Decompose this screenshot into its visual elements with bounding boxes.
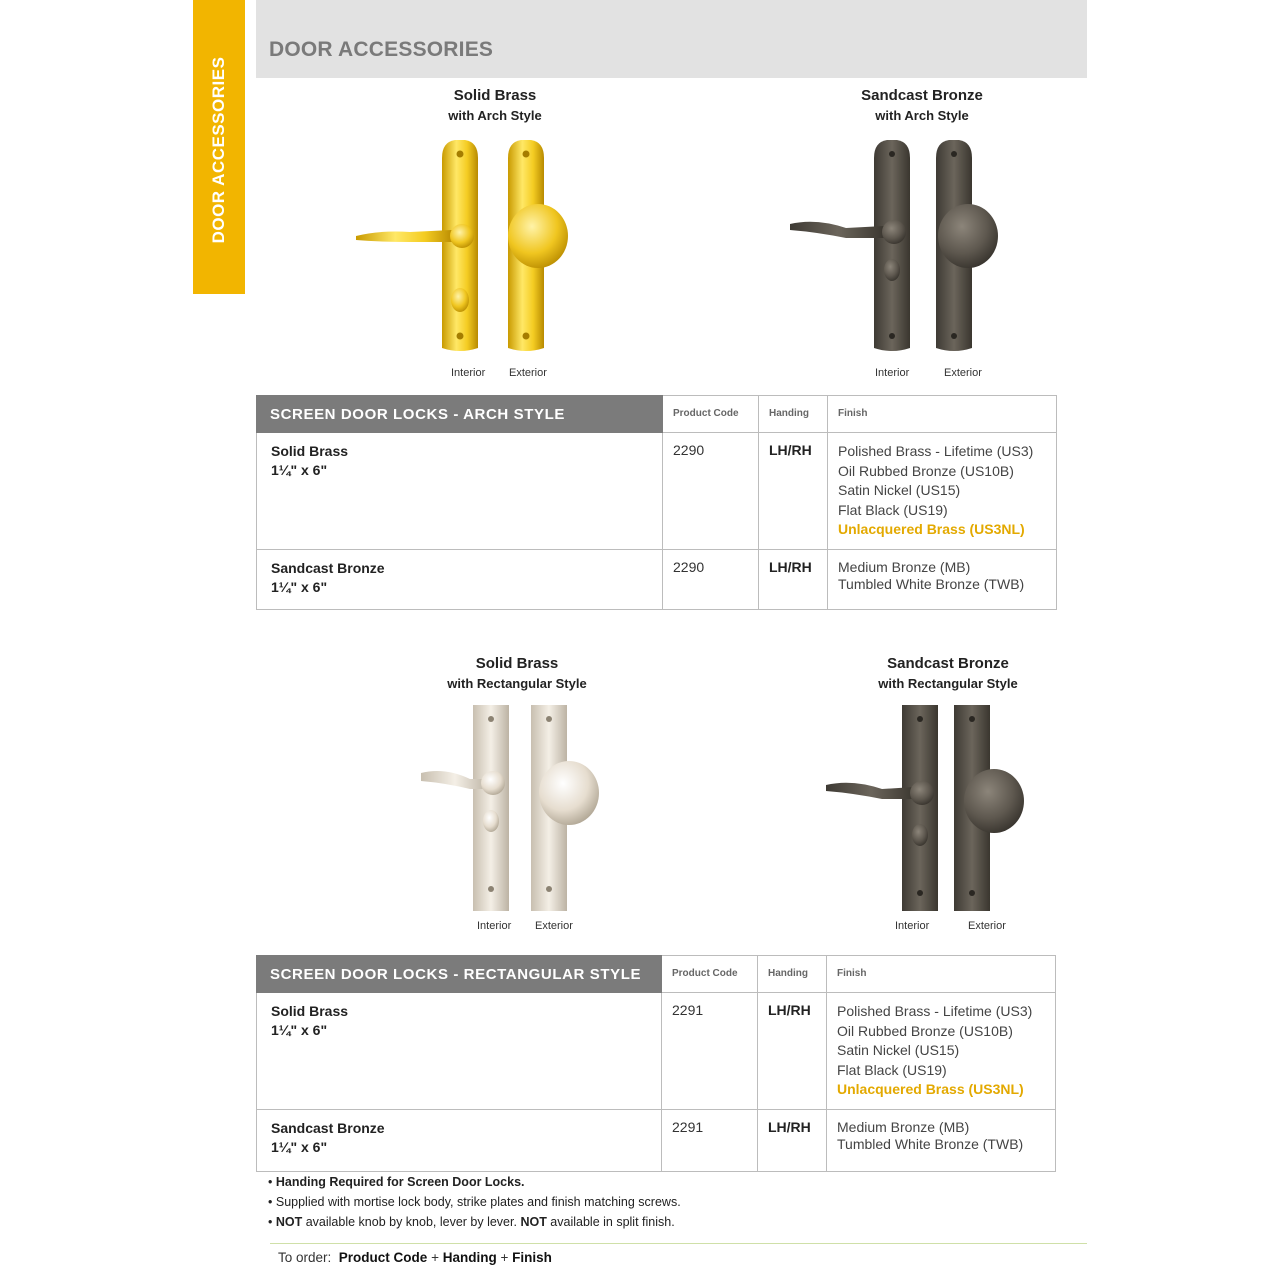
product-style: with Arch Style [875, 108, 969, 123]
product-name: Sandcast Bronze [887, 655, 1009, 672]
finish-option-highlight: Unlacquered Brass (US3NL) [837, 1081, 1024, 1097]
finish-option: Tumbled White Bronze (TWB) [837, 1135, 1024, 1152]
table-row [257, 433, 1057, 550]
exterior-label: Exterior [968, 920, 1006, 932]
note-not-available: • NOT available knob by knob, lever by lever. NOT available in split finish. [268, 1215, 675, 1229]
finish-option: Medium Bronze (MB) [838, 558, 971, 575]
table-title: SCREEN DOOR LOCKS - ARCH STYLE [257, 396, 663, 433]
table-title: SCREEN DOOR LOCKS - RECTANGULAR STYLE [257, 956, 662, 993]
product-name: Sandcast Bronze [861, 87, 983, 104]
finish-option: Tumbled White Bronze (TWB) [838, 575, 1025, 592]
interior-label: Interior [875, 367, 910, 379]
finish-option: Medium Bronze (MB) [837, 1118, 970, 1135]
product-code: 2291 [662, 1109, 758, 1171]
product-style: with Rectangular Style [447, 676, 587, 691]
col-handing: Handing [758, 956, 827, 993]
side-tab [193, 0, 245, 294]
item-name: Solid Brass [271, 1003, 349, 1019]
plus-sign: + [431, 1250, 439, 1265]
item-name: Sandcast Bronze [271, 559, 385, 576]
order-handing: Handing [442, 1250, 497, 1265]
col-finish: Finish [828, 396, 1057, 433]
interior-label: Interior [895, 920, 930, 932]
spec-table-rectangular [256, 955, 1056, 1172]
item-size: 1¼" x 6" [271, 578, 328, 595]
table-row [257, 993, 1056, 1110]
product-caption [395, 86, 595, 126]
order-code: Product Code [338, 1250, 428, 1265]
finish-option: Polished Brass - Lifetime (US3) [838, 443, 1034, 459]
product-style: with Arch Style [448, 108, 542, 123]
note-handing-required: • Handing Required for Screen Door Locks. [268, 1175, 525, 1189]
table-row [257, 549, 1057, 609]
lock-arch-brass-image [350, 136, 590, 356]
finish-option-highlight: Unlacquered Brass (US3NL) [838, 521, 1025, 537]
col-product-code: Product Code [662, 956, 758, 993]
footer-divider [270, 1243, 1087, 1244]
product-caption [822, 86, 1022, 126]
finish-option: Flat Black (US19) [837, 1061, 947, 1078]
exterior-label: Exterior [535, 920, 573, 932]
page-header [256, 0, 1087, 78]
col-handing: Handing [759, 396, 828, 433]
finish-option: Satin Nickel (US15) [837, 1042, 960, 1058]
item-size: 1¼" x 6" [271, 462, 328, 478]
handing: LH/RH [758, 1109, 827, 1171]
handing: LH/RH [758, 993, 827, 1110]
col-finish: Finish [827, 956, 1056, 993]
side-tab-label: DOOR ACCESSORIES [209, 56, 228, 244]
product-style: with Rectangular Style [878, 676, 1018, 691]
item-name: Solid Brass [271, 443, 349, 459]
item-size: 1¼" x 6" [271, 1022, 328, 1038]
table-row [257, 1109, 1056, 1171]
finish-option: Polished Brass - Lifetime (US3) [837, 1003, 1033, 1019]
order-instructions [278, 1250, 552, 1265]
product-code: 2290 [663, 433, 759, 550]
order-finish: Finish [512, 1250, 552, 1265]
plus-sign: + [500, 1250, 509, 1265]
spec-table-arch [256, 395, 1057, 610]
interior-label: Interior [451, 367, 486, 379]
page-title: DOOR ACCESSORIES [269, 38, 494, 61]
item-size: 1¼" x 6" [271, 1138, 328, 1155]
notes [268, 1172, 681, 1232]
finish-option: Satin Nickel (US15) [838, 482, 961, 498]
note-supplied: • Supplied with mortise lock body, strike plates and finish matching screws. [268, 1195, 681, 1209]
product-caption [417, 654, 617, 694]
product-name: Solid Brass [453, 87, 537, 104]
handing: LH/RH [759, 549, 828, 609]
product-code: 2291 [662, 993, 758, 1110]
finish-option: Oil Rubbed Bronze (US10B) [838, 462, 1014, 479]
order-prefix: To order: [278, 1250, 332, 1265]
product-name: Solid Brass [475, 655, 559, 672]
exterior-label: Exterior [944, 367, 982, 379]
lock-rect-nickel-image [415, 703, 615, 915]
lock-arch-bronze-image [786, 136, 1026, 356]
product-caption [848, 654, 1048, 694]
product-code: 2290 [663, 549, 759, 609]
exterior-label: Exterior [509, 367, 547, 379]
col-product-code: Product Code [663, 396, 759, 433]
handing: LH/RH [759, 433, 828, 550]
finish-option: Oil Rubbed Bronze (US10B) [837, 1022, 1013, 1039]
lock-rect-bronze-image [822, 703, 1032, 915]
finish-option: Flat Black (US19) [838, 501, 948, 518]
item-name: Sandcast Bronze [271, 1119, 385, 1136]
interior-label: Interior [477, 920, 512, 932]
